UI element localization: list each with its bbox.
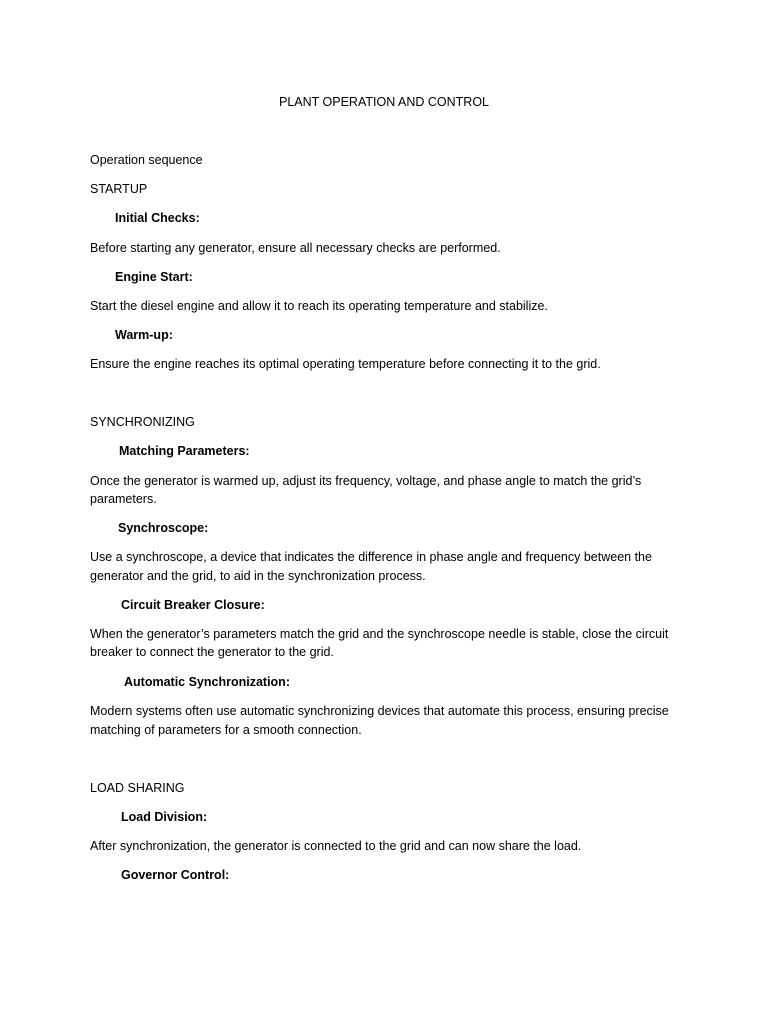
synchronizing-heading: SYNCHRONIZING — [90, 415, 195, 429]
matching-parameters-text-line2: parameters. — [90, 492, 157, 506]
page-title: PLANT OPERATION AND CONTROL — [279, 95, 489, 109]
initial-checks-text: Before starting any generator, ensure all necessary checks are performed. — [90, 241, 501, 255]
governor-control-label: Governor Control: — [121, 868, 230, 882]
matching-parameters-label: Matching Parameters: — [119, 444, 250, 458]
initial-checks-label: Initial Checks: — [115, 211, 200, 225]
load-division-label: Load Division: — [121, 810, 208, 824]
matching-parameters-text-line1: Once the generator is warmed up, adjust its frequency, voltage, and phase angle to match the grid’s — [90, 474, 642, 488]
warm-up-text: Ensure the engine reaches its optimal operating temperature before connecting it to the grid. — [90, 357, 601, 371]
circuit-breaker-text-line1: When the generator’s parameters match the grid and the synchroscope needle is stable, close the circuit — [90, 627, 669, 641]
engine-start-label: Engine Start: — [115, 270, 193, 284]
synchroscope-text-line1: Use a synchroscope, a device that indicates the difference in phase angle and frequency between the — [90, 550, 652, 564]
circuit-breaker-label: Circuit Breaker Closure: — [121, 598, 265, 612]
automatic-synchronization-text-line2: matching of parameters for a smooth connection. — [90, 723, 362, 737]
load-sharing-heading: LOAD SHARING — [90, 781, 185, 795]
warm-up-label: Warm-up: — [115, 328, 173, 342]
intro-text: Operation sequence — [90, 153, 203, 167]
load-division-text: After synchronization, the generator is connected to the grid and can now share the load. — [90, 839, 582, 853]
automatic-synchronization-text-line1: Modern systems often use automatic synchronizing devices that automate this process, ensuring precise — [90, 704, 669, 718]
automatic-synchronization-label: Automatic Synchronization: — [124, 675, 290, 689]
synchroscope-text-line2: generator and the grid, to aid in the synchronization process. — [90, 569, 426, 583]
startup-heading: STARTUP — [90, 182, 148, 196]
synchroscope-label: Synchroscope: — [118, 521, 209, 535]
circuit-breaker-text-line2: breaker to connect the generator to the grid. — [90, 645, 334, 659]
engine-start-text: Start the diesel engine and allow it to reach its operating temperature and stabilize. — [90, 299, 548, 313]
